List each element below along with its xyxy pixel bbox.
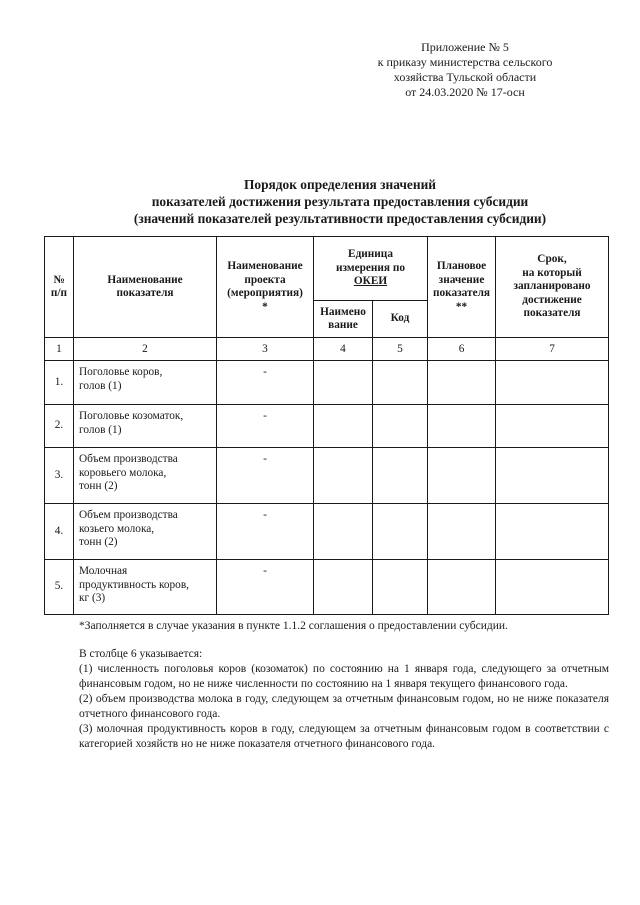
unit-code-cell bbox=[373, 361, 428, 405]
column-number-row bbox=[45, 338, 609, 361]
unit-name-cell bbox=[314, 504, 373, 560]
appendix-header bbox=[340, 40, 590, 100]
unit-code-cell bbox=[373, 560, 428, 615]
indicator-name: Поголовье козоматок, голов (1) bbox=[74, 405, 217, 448]
header-row bbox=[45, 237, 609, 301]
header-unit-code: Код bbox=[373, 301, 428, 338]
header-unit-name: Наимено вание bbox=[314, 301, 373, 338]
deadline-cell bbox=[496, 405, 609, 448]
okei-label: ОКЕИ bbox=[353, 275, 388, 288]
notes-intro: В столбце 6 указывается: bbox=[79, 648, 203, 660]
table-row bbox=[45, 361, 609, 405]
header-indicator-name: Наименование показателя bbox=[74, 237, 217, 338]
indicator-name: Объем производства козьего молока, тонн (2) bbox=[74, 504, 217, 560]
project-cell: - bbox=[217, 361, 314, 405]
header-num: № п/п bbox=[45, 237, 74, 338]
note-item: (3) молочная продуктивность коров в году, следующем за отчетным финансовым годом в соответствии с категорией хозяйств но не ниже показателя отчетного финансового года. bbox=[79, 723, 609, 750]
column-number: 7 bbox=[496, 338, 609, 361]
column-number: 6 bbox=[428, 338, 496, 361]
title-line-2: показателей достижения результата предоставления субсидии bbox=[151, 194, 529, 209]
indicator-name: Молочная продуктивность коров, кг (3) bbox=[74, 560, 217, 615]
header-planned-value: Плановое значение показателя ** bbox=[428, 237, 496, 338]
deadline-cell bbox=[496, 361, 609, 405]
deadline-cell bbox=[496, 448, 609, 504]
row-number: 4. bbox=[45, 504, 74, 560]
indicator-name: Поголовье коров, голов (1) bbox=[74, 361, 217, 405]
project-cell: - bbox=[217, 504, 314, 560]
row-number: 5. bbox=[45, 560, 74, 615]
deadline-cell bbox=[496, 560, 609, 615]
column-number: 3 bbox=[217, 338, 314, 361]
indicator-name: Объем производства коровьего молока, тонн (2) bbox=[74, 448, 217, 504]
footnote: *Заполняется в случае указания в пункте 1.1.2 соглашения о предоставлении субсидии. bbox=[79, 620, 508, 632]
planned-value-cell bbox=[428, 405, 496, 448]
column-number: 5 bbox=[373, 338, 428, 361]
title-line-1: Порядок определения значений bbox=[243, 177, 437, 192]
note-item: (1) численность поголовья коров (козоматок) по состоянию на 1 января года, следующего за отчетным финансовым годом, но не ниже численности по состоянию на 1 января текущего финансового года. bbox=[79, 663, 609, 690]
unit-name-cell bbox=[314, 361, 373, 405]
unit-name-cell bbox=[314, 448, 373, 504]
project-cell: - bbox=[217, 448, 314, 504]
planned-value-cell bbox=[428, 448, 496, 504]
deadline-cell bbox=[496, 504, 609, 560]
row-number: 2. bbox=[45, 405, 74, 448]
row-number: 3. bbox=[45, 448, 74, 504]
row-number: 1. bbox=[45, 361, 74, 405]
title-line-3: (значений показателей результативности предоставления субсидии) bbox=[133, 211, 547, 226]
unit-code-cell bbox=[373, 448, 428, 504]
notes-block bbox=[79, 647, 609, 752]
planned-value-cell bbox=[428, 361, 496, 405]
appendix-order: к приказу министерства сельского bbox=[377, 55, 553, 69]
appendix-ministry: хозяйства Тульской области bbox=[393, 70, 537, 84]
column-number: 2 bbox=[74, 338, 217, 361]
column-number: 4 bbox=[314, 338, 373, 361]
planned-value-cell bbox=[428, 504, 496, 560]
appendix-date: от 24.03.2020 № 17-осн bbox=[405, 85, 525, 99]
table-row bbox=[45, 405, 609, 448]
table-row bbox=[45, 504, 609, 560]
unit-code-cell bbox=[373, 504, 428, 560]
document-title bbox=[60, 176, 620, 227]
planned-value-cell bbox=[428, 560, 496, 615]
header-project-name: Наименование проекта (мероприятия) * bbox=[217, 237, 314, 338]
header-unit: Единица измерения по ОКЕИ bbox=[314, 237, 428, 301]
note-item: (2) объем производства молока в году, следующем за отчетным финансовым годом, но не ниже показателя отчетного финансового года. bbox=[79, 693, 609, 720]
column-number: 1 bbox=[45, 338, 74, 361]
table-row bbox=[45, 448, 609, 504]
indicators-table bbox=[44, 236, 609, 615]
project-cell: - bbox=[217, 405, 314, 448]
project-cell: - bbox=[217, 560, 314, 615]
unit-code-cell bbox=[373, 405, 428, 448]
unit-name-cell bbox=[314, 560, 373, 615]
table-row bbox=[45, 560, 609, 615]
header-deadline: Срок, на который запланировано достижение показателя bbox=[496, 237, 609, 338]
appendix-number: Приложение № 5 bbox=[421, 40, 509, 54]
unit-name-cell bbox=[314, 405, 373, 448]
